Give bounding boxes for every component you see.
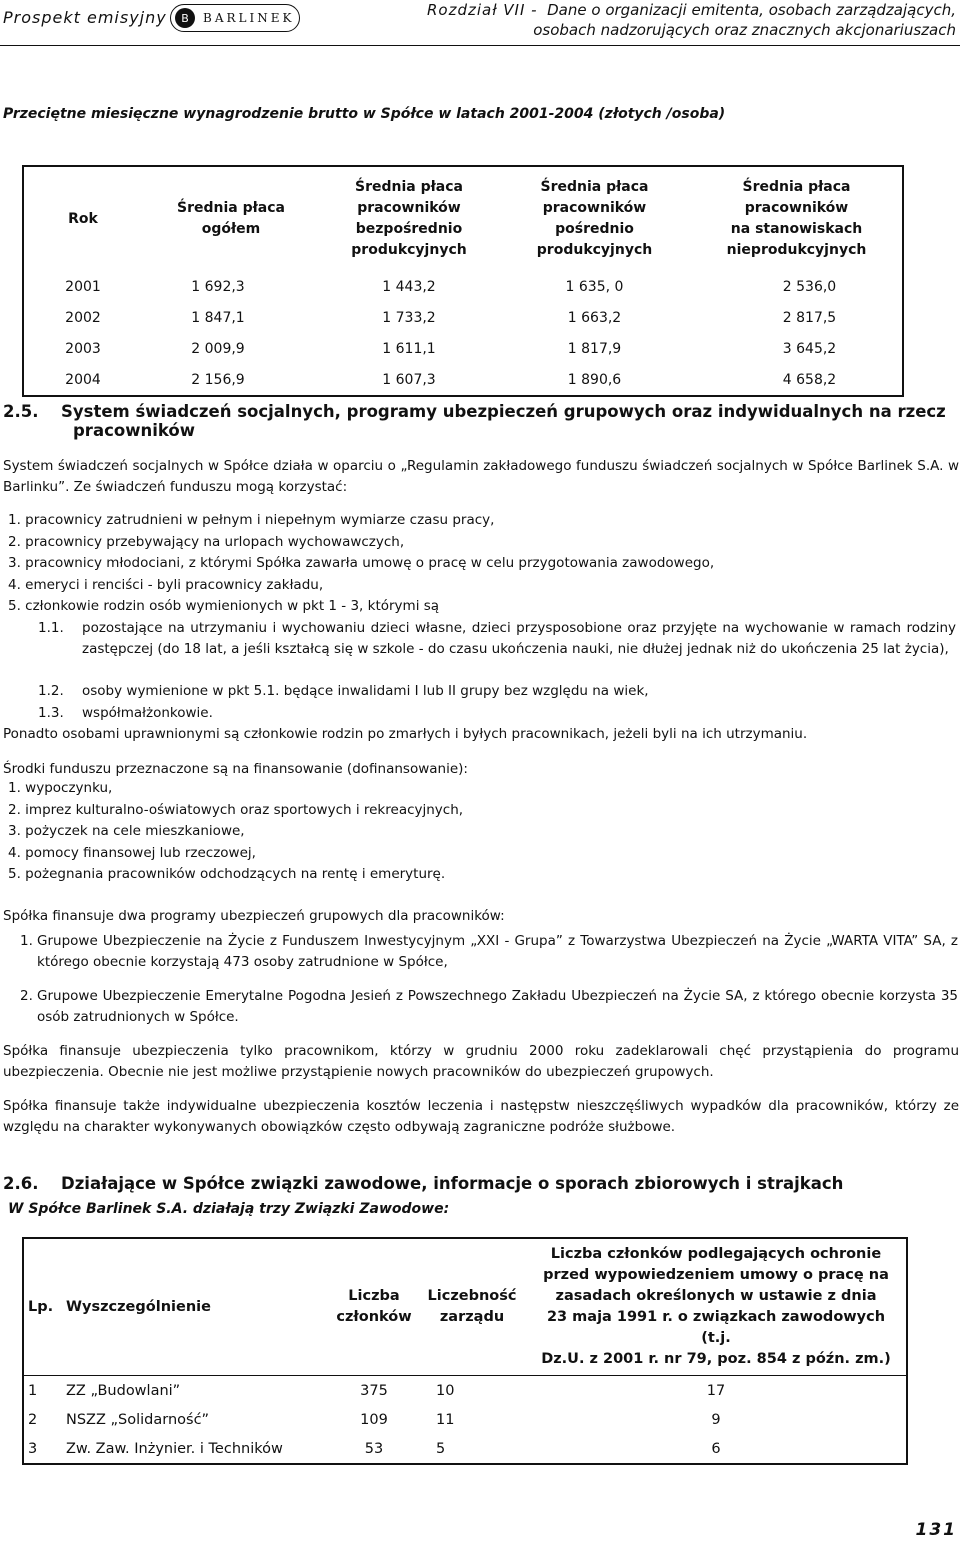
paragraph: Spółka finansuje ubezpieczenia tylko pracownikom, którzy w grudniu 2000 roku zadeklarowali chęć przystąpienia do programu ubezpieczenia. Obecnie nie jest możliwe przystąpienie nowych pracowników do ubezpieczeń grupowych. [3, 1043, 959, 1080]
list-item: 3. pracownicy młodociani, z którymi Spółka zawarła umowę o pracę w celu przygotowania zawodowego, [8, 555, 715, 571]
sub-item-text: współmałżonkowie. [82, 705, 213, 721]
list-item: Grupowe Ubezpieczenie na Życie z Funduszem Inwestycyjnym „XXI - Grupa” z Towarzystwa Ubezpieczeń na Życie „WARTA VITA” SA, z którego obecnie korzystają 473 osoby zatrudnione w Spółce, [37, 933, 958, 970]
list-item: Grupowe Ubezpieczenie Emerytalne Pogodna Jesień z Powszechnego Zakładu Ubezpieczeń na Życie SA, z którego obecnie korzysta 35 osób zatrudnionych w Spółce. [37, 988, 958, 1025]
list-item: 4. pomocy finansowej lub rzeczowej, [8, 845, 256, 861]
list-item: 2. pracownicy przebywający na urlopach wychowawczych, [8, 534, 405, 550]
list-item: 2. imprez kulturalno-oświatowych oraz sportowych i rekreacyjnych, [8, 802, 464, 818]
salary-header-row [23, 166, 903, 271]
logo-text: BARLINEK [203, 11, 295, 25]
col-header: Średnia płaca pracowników na stanowiskach nieprodukcyjnych [726, 179, 867, 258]
chapter-title-line2: osobach nadzorujących oraz znacznych akcjonariuszach [533, 21, 956, 39]
col-header: Średnia płaca pracowników bezpośrednio produkcyjnych [351, 179, 467, 258]
col-header: Liczba członków podlegających ochronie przed wypowiedzeniem umowy o pracę na zasadach określonych w ustawie z dnia 23 maja 1991 r. o związkach zawodowych (t.j. Dz.U. z 2001 r. nr 79, poz. 854 z późn. zm.) [541, 1246, 891, 1367]
table-row: 3 Zw. Zaw. Inżynier. i Techników 53 5 6 [28, 1440, 721, 1457]
sub-item-number: 1.3. [38, 705, 64, 721]
document-title: Prospekt emisyjny [3, 8, 167, 27]
salary-table-title: Przeciętne miesięczne wynagrodzenie brutto w Spółce w latach 2001-2004 (złotych /osoba) [3, 106, 726, 122]
sub-item-text: osoby wymienione w pkt 5.1. będące inwalidami I lub II grupy bez względu na wiek, [82, 683, 649, 699]
chapter-title: Dane o organizacji emitenta, osobach zarządzających, [547, 1, 956, 19]
list-number: 2. [20, 988, 33, 1004]
list-item: 4. emeryci i renciści - byli pracownicy zakładu, [8, 577, 324, 593]
col-header: Średnia płaca pracowników pośrednio produkcyjnych [536, 179, 653, 258]
funds-intro: Środki funduszu przeznaczone są na finansowanie (dofinansowanie): [3, 761, 468, 777]
col-header: Rok [68, 210, 98, 227]
col-header: Średnia płaca ogółem [176, 200, 285, 237]
list-item: 5. członkowie rodzin osób wymienionych w pkt 1 - 3, którymi są [8, 598, 440, 614]
list-item: 1. pracownicy zatrudnieni w pełnym i niepełnym wymiarze czasu pracy, [8, 512, 495, 528]
section-2-5-heading: 2.5. System świadczeń socjalnych, programy ubezpieczeń grupowych oraz indywidualnych na rzecz pracowników [3, 402, 946, 440]
barlinek-logo [170, 4, 300, 32]
table-row: 2 NSZZ „Solidarność” 109 11 9 [28, 1411, 721, 1428]
logo-emblem-icon: B [175, 8, 195, 28]
unions-header-row [23, 1238, 907, 1376]
salary-table [22, 165, 904, 397]
list-number: 1. [20, 933, 33, 949]
col-header: Wyszczególnienie [66, 1298, 211, 1315]
col-header: Liczebność zarządu [427, 1288, 517, 1325]
table-row: 2001 1 692,3 1 443,2 1 635, 0 2 536,0 [65, 278, 837, 295]
table-row: 2003 2 009,9 1 611,1 1 817,9 3 645,2 [65, 340, 837, 357]
section-2-6-heading: 2.6. Działające w Spółce związki zawodowe, informacje o sporach zbiorowych i strajkach [3, 1174, 844, 1193]
header-divider [0, 45, 960, 46]
unions-subtitle: W Spółce Barlinek S.A. działają trzy Związki Zawodowe: [8, 1201, 450, 1217]
col-header: Lp. [28, 1298, 54, 1315]
sub-item-number: 1.2. [38, 683, 64, 699]
list-item: 3. pożyczek na cele mieszkaniowe, [8, 823, 245, 839]
section-2-5-intro: System świadczeń socjalnych w Spółce działa w oparciu o „Regulamin zakładowego funduszu świadczeń socjalnych w Spółce Barlinek S.A. w Barlinku”. Ze świadczeń funduszu mogą korzystać: [3, 458, 959, 495]
unions-table [22, 1237, 908, 1465]
sub-item-number: 1.1. [38, 620, 64, 636]
sub-item-text: pozostające na utrzymaniu i wychowaniu dzieci własne, dzieci przysposobione oraz przyjęte na wychowanie w ramach rodziny zastępczej (do 18 lat, a jeśli kształcą się w szkole - do czasu ukończenia nauki, nie dłużej jednak niż do ukończenia 25 lat życia), [82, 620, 956, 657]
col-header: Liczba członków [336, 1288, 412, 1325]
table-row: 2002 1 847,1 1 733,2 1 663,2 2 817,5 [65, 309, 837, 326]
list-item: 5. pożegnania pracowników odchodzących na rentę i emeryturę. [8, 866, 446, 882]
table-row: 1 ZZ „Budowlani” 375 10 17 [23, 1376, 907, 1406]
chapter-label: Rozdział VII - [426, 1, 538, 19]
chapter-heading [427, 0, 956, 40]
paragraph: Spółka finansuje także indywidualne ubezpieczenia kosztów leczenia i następstw nieszczęśliwych wypadków dla pracowników, którzy ze względu na charakter wykonywanych obowiązków często odbywają zagraniczne podróże służbowe. [3, 1098, 959, 1135]
paragraph: Ponadto osobami uprawnionymi są członkowie rodzin po zmarłych i byłych pracownikach, jeżeli byli na ich utrzymaniu. [3, 726, 808, 742]
insurance-intro: Spółka finansuje dwa programy ubezpieczeń grupowych dla pracowników: [3, 908, 505, 924]
page-header [0, 0, 960, 48]
table-row: 2004 2 156,9 1 607,3 1 890,6 4 658,2 [65, 371, 837, 388]
page-number: 131 [915, 1520, 957, 1540]
list-item: 1. wypoczynku, [8, 780, 113, 796]
